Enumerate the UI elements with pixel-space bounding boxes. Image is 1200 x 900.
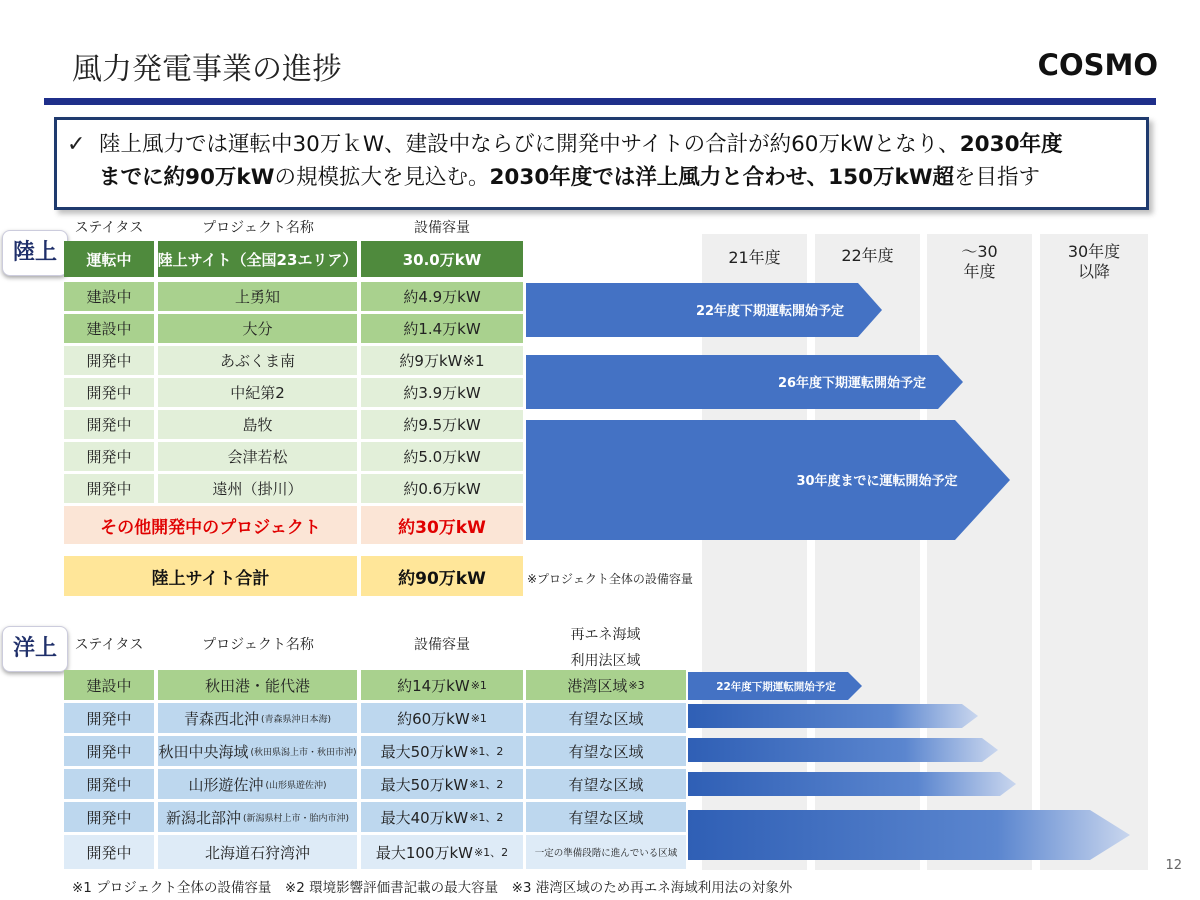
offshore-row-1-zone: 有望な区域 (526, 703, 686, 733)
onshore-row-2-status: 開発中 (64, 346, 154, 375)
offshore-row-5-project: 北海道石狩湾沖 (158, 835, 357, 869)
offshore-arrow-aomori (688, 704, 978, 728)
summary-line1-a: 陸上風力では運転中30万ｋW、建設中ならびに開発中サイトの合計が約60万kWとなり、 (99, 132, 960, 157)
offshore-row-4-capacity: 最大40万kW ※1、2 (361, 802, 523, 832)
footnotes: ※1 プロジェクト全体の設備容量 ※2 環境影響評価書記載の最大容量 ※3 港湾区域のため再エネ海域利用法の対象外 (72, 880, 793, 896)
onshore-row-2-capacity: 約9万kW ※1 (361, 346, 523, 375)
offshore-row-0-zone: 港湾区域 ※3 (526, 670, 686, 700)
offshore-badge: 洋上 (2, 626, 68, 672)
onshore-row-5-project: 会津若松 (158, 442, 357, 471)
offshore-row-2-status: 開発中 (64, 736, 154, 766)
offshore-arrow-22-label: 22年度下期運転開始予定 (716, 681, 836, 693)
offshore-header-project: プロジェクト名称 (202, 637, 314, 653)
onshore-row-0-project: 上勇知 (158, 282, 357, 311)
offshore-row-2-zone: 有望な区域 (526, 736, 686, 766)
offshore-row-1-capacity: 約60万kW ※1 (361, 703, 523, 733)
onshore-row-3-project: 中紀第2 (158, 378, 357, 407)
other-projects-label: その他開発中のプロジェクト (64, 506, 357, 544)
offshore-row-3-zone: 有望な区域 (526, 769, 686, 799)
onshore-total-capacity: 約90万kW (361, 556, 523, 596)
onshore-header-capacity: 設備容量 (414, 220, 470, 236)
summary-line2-d: を目指す (954, 165, 1041, 190)
onshore-row-4-project: 島牧 (158, 410, 357, 439)
summary-line1-b: 2030年度 (959, 132, 1063, 157)
offshore-row-5-capacity: 最大100万kW ※1、2 (361, 835, 523, 869)
period-label-22: 22年度 (841, 246, 894, 265)
arrow-26-label: 26年度下期運転開始予定 (777, 376, 927, 391)
onshore-total-label: 陸上サイト合計 (64, 556, 357, 596)
operating-status: 運転中 (64, 241, 154, 277)
onshore-row-1-capacity: 約1.4万kW (361, 314, 523, 343)
onshore-row-6-status: 開発中 (64, 474, 154, 503)
onshore-row-0-status: 建設中 (64, 282, 154, 311)
onshore-row-1-status: 建設中 (64, 314, 154, 343)
checkmark-icon: ✓ (67, 132, 86, 157)
offshore-arrow-niigata-hokkaido (688, 810, 1130, 860)
onshore-row-4-status: 開発中 (64, 410, 154, 439)
onshore-row-2-project: あぶくま南 (158, 346, 357, 375)
offshore-row-0-capacity: 約14万kW ※1 (361, 670, 523, 700)
offshore-row-2-capacity: 最大50万kW ※1、2 (361, 736, 523, 766)
offshore-row-0-project: 秋田港・能代港 (158, 670, 357, 700)
offshore-row-3-capacity: 最大50万kW ※1、2 (361, 769, 523, 799)
onshore-row-1-project: 大分 (158, 314, 357, 343)
offshore-row-1-status: 開発中 (64, 703, 154, 733)
offshore-row-3-status: 開発中 (64, 769, 154, 799)
onshore-total-note: ※プロジェクト全体の設備容量 (527, 572, 693, 586)
offshore-row-4-zone: 有望な区域 (526, 802, 686, 832)
page-number: 12 (1165, 858, 1182, 873)
offshore-row-2-project: 秋田中央海域 (秋田県潟上市・秋田市沖) (158, 736, 357, 766)
offshore-row-5-status: 開発中 (64, 835, 154, 869)
cosmo-logo: COSMO (1037, 48, 1158, 82)
offshore-header-zone: 再エネ海域 利用法区域 (570, 627, 641, 669)
offshore-header-status: ステイタス (74, 637, 144, 653)
offshore-row-3-project: 山形遊佐沖 (山形県遊佐沖) (158, 769, 357, 799)
summary-line2-b: の規模拡大を見込む。 (274, 165, 490, 190)
offshore-row-0-status: 建設中 (64, 670, 154, 700)
arrow-22-label: 22年度下期運転開始予定 (695, 304, 845, 319)
offshore-header-capacity: 設備容量 (414, 637, 470, 653)
offshore-row-4-status: 開発中 (64, 802, 154, 832)
operating-project: 陸上サイト（全国23エリア） (158, 241, 357, 277)
onshore-row-4-capacity: 約9.5万kW (361, 410, 523, 439)
offshore-row-5-zone: 一定の準備段階に進んでいる区域 (526, 835, 686, 869)
page-title: 風力発電事業の進捗 (72, 52, 342, 87)
onshore-row-6-capacity: 約0.6万kW (361, 474, 523, 503)
onshore-row-3-status: 開発中 (64, 378, 154, 407)
period-label-after30: 30年度 以降 (1067, 242, 1121, 281)
period-label-30: ～30 年度 (961, 242, 998, 281)
offshore-row-1-project: 青森西北沖 (青森県沖日本海) (158, 703, 357, 733)
onshore-header-status: ステイタス (74, 220, 144, 236)
offshore-arrow-yamagata (688, 772, 1016, 796)
onshore-row-0-capacity: 約4.9万kW (361, 282, 523, 311)
offshore-row-4-project: 新潟北部沖 (新潟県村上市・胎内市沖) (158, 802, 357, 832)
operating-capacity: 30.0万kW (361, 241, 523, 277)
onshore-row-5-capacity: 約5.0万kW (361, 442, 523, 471)
onshore-row-3-capacity: 約3.9万kW (361, 378, 523, 407)
summary-line2-c: 2030年度では洋上風力と合わせ、150万kW超 (489, 165, 955, 190)
arrow-30-label: 30年度までに運転開始予定 (796, 474, 958, 489)
other-projects-capacity: 約30万kW (361, 506, 523, 544)
period-label-21: 21年度 (728, 248, 781, 267)
summary-line2-a: までに約90万kW (99, 165, 275, 190)
onshore-row-5-status: 開発中 (64, 442, 154, 471)
offshore-arrow-akita (688, 738, 998, 762)
onshore-header-project: プロジェクト名称 (202, 220, 314, 236)
onshore-badge: 陸上 (2, 230, 68, 276)
onshore-row-6-project: 遠州（掛川） (158, 474, 357, 503)
